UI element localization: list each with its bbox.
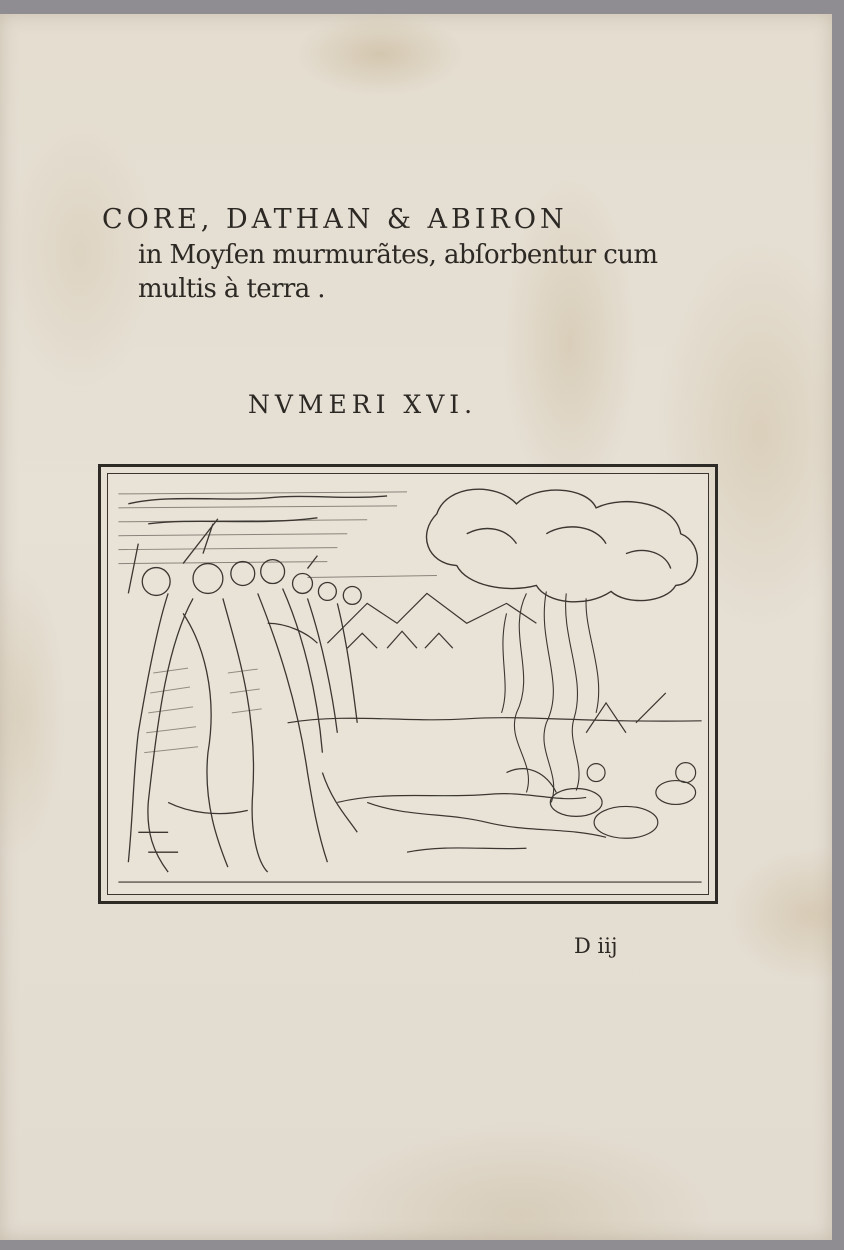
chapter-reference: NVMERI XVI. [248, 390, 478, 419]
sky-hatching [118, 492, 436, 578]
page-heading [102, 202, 742, 306]
heading-line-2: in Moyſen murmurãtes, abſorbentur cum [138, 240, 658, 270]
signature-mark: D iij [574, 934, 618, 958]
falling-figures [507, 693, 696, 838]
heading-line-3: multis à terra . [138, 274, 325, 304]
woodcut-image [107, 473, 709, 895]
heading-line-1: CORE, DATHAN & ABIRON [102, 204, 568, 235]
ground [118, 718, 701, 882]
fire-flames [502, 591, 599, 802]
woodcut-illustration [98, 464, 718, 904]
book-page [0, 14, 832, 1240]
storm-cloud [128, 489, 697, 602]
crowd-figures [128, 519, 361, 872]
